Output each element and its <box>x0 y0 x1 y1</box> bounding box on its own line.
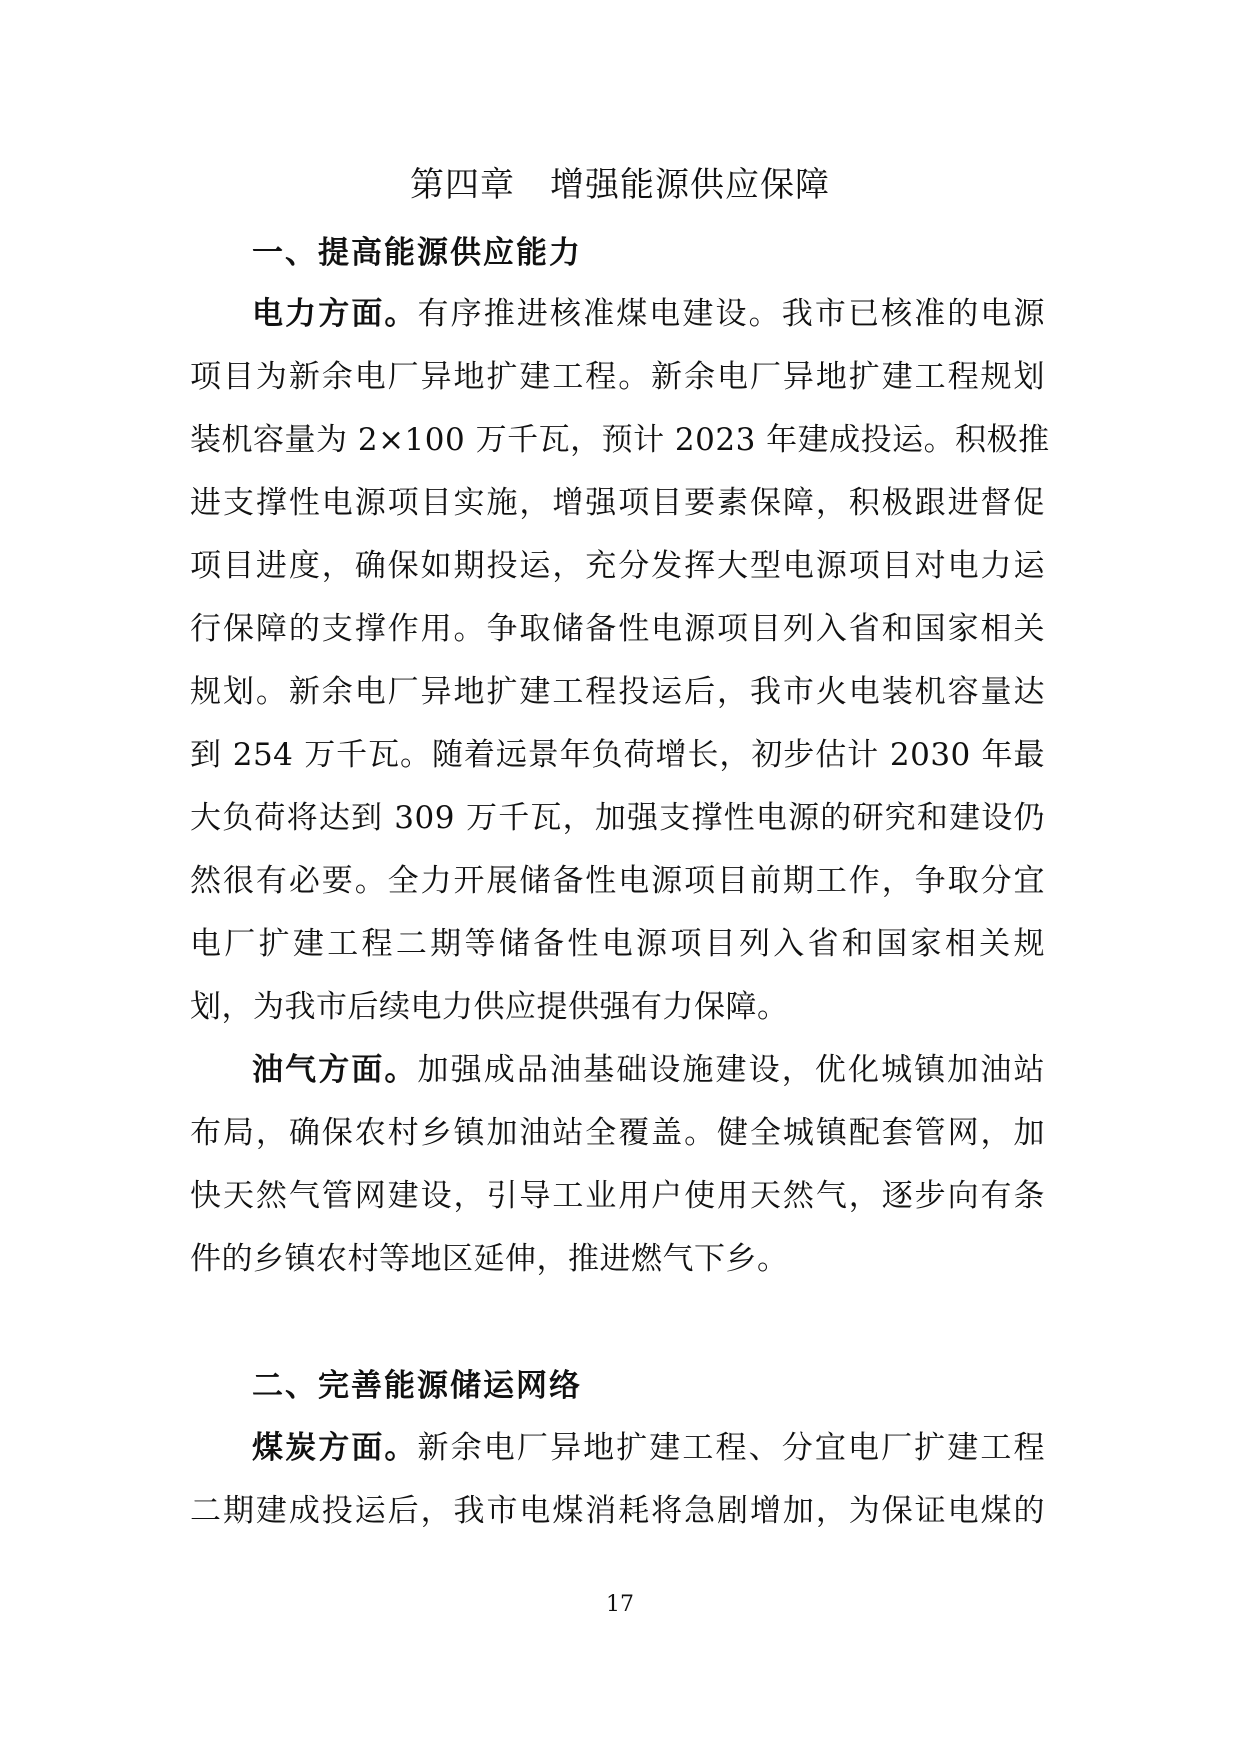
paragraph-line-text: 加强成品油基础设施建设，优化城镇加油站 <box>417 1052 1046 1088</box>
paragraph-line: 然很有必要。全力开展储备性电源项目前期工作，争取分宜 <box>190 863 1045 899</box>
paragraph-lead: 油气方面。 <box>252 1052 418 1088</box>
chapter-title: 第四章 增强能源供应保障 <box>410 165 830 205</box>
section-heading-2: 二、完善能源储运网络 <box>252 1368 582 1404</box>
paragraph-lead: 电力方面。 <box>252 296 418 332</box>
paragraph-power <box>190 283 1050 1039</box>
paragraph-line <box>190 1039 1045 1102</box>
paragraph-line: 划，为我市后续电力供应提供强有力保障。 <box>190 989 789 1025</box>
paragraph-line: 行保障的支撑作用。争取储备性电源项目列入省和国家相关 <box>190 611 1045 647</box>
paragraph-line <box>190 1417 1045 1480</box>
paragraph-line-text: 新余电厂异地扩建工程、分宜电厂扩建工程 <box>417 1430 1046 1466</box>
paragraph-line: 电厂扩建工程二期等储备性电源项目列入省和国家相关规 <box>190 926 1045 962</box>
paragraph-oil-gas <box>190 1039 1045 1291</box>
paragraph-line: 二期建成投运后，我市电煤消耗将急剧增加，为保证电煤的 <box>190 1493 1045 1529</box>
paragraph-line: 到 254 万千瓦。随着远景年负荷增长，初步估计 2030 年最 <box>190 737 1045 773</box>
paragraph-line: 进支撑性电源项目实施，增强项目要素保障，积极跟进督促 <box>190 485 1045 521</box>
page-number: 17 <box>606 1592 634 1617</box>
paragraph-line: 规划。新余电厂异地扩建工程投运后，我市火电装机容量达 <box>190 674 1045 710</box>
paragraph-line: 大负荷将达到 309 万千瓦，加强支撑性电源的研究和建设仍 <box>190 800 1045 836</box>
paragraph-line-text: 有序推进核准煤电建设。我市已核准的电源 <box>417 296 1046 332</box>
paragraph-line: 快天然气管网建设，引导工业用户使用天然气，逐步向有条 <box>190 1178 1045 1214</box>
paragraph-line <box>190 283 1045 346</box>
paragraph-line: 布局，确保农村乡镇加油站全覆盖。健全城镇配套管网，加 <box>190 1115 1045 1151</box>
paragraph-line: 项目进度，确保如期投运，充分发挥大型电源项目对电力运 <box>190 548 1045 584</box>
paragraph-lead: 煤炭方面。 <box>252 1430 418 1466</box>
paragraph-line: 装机容量为 2×100 万千瓦，预计 2023 年建成投运。积极推 <box>190 422 1050 458</box>
paragraph-line: 件的乡镇农村等地区延伸，推进燃气下乡。 <box>190 1241 789 1277</box>
section-heading-1: 一、提高能源供应能力 <box>252 235 582 271</box>
paragraph-coal <box>190 1417 1045 1543</box>
paragraph-line: 项目为新余电厂异地扩建工程。新余电厂异地扩建工程规划 <box>190 359 1045 395</box>
